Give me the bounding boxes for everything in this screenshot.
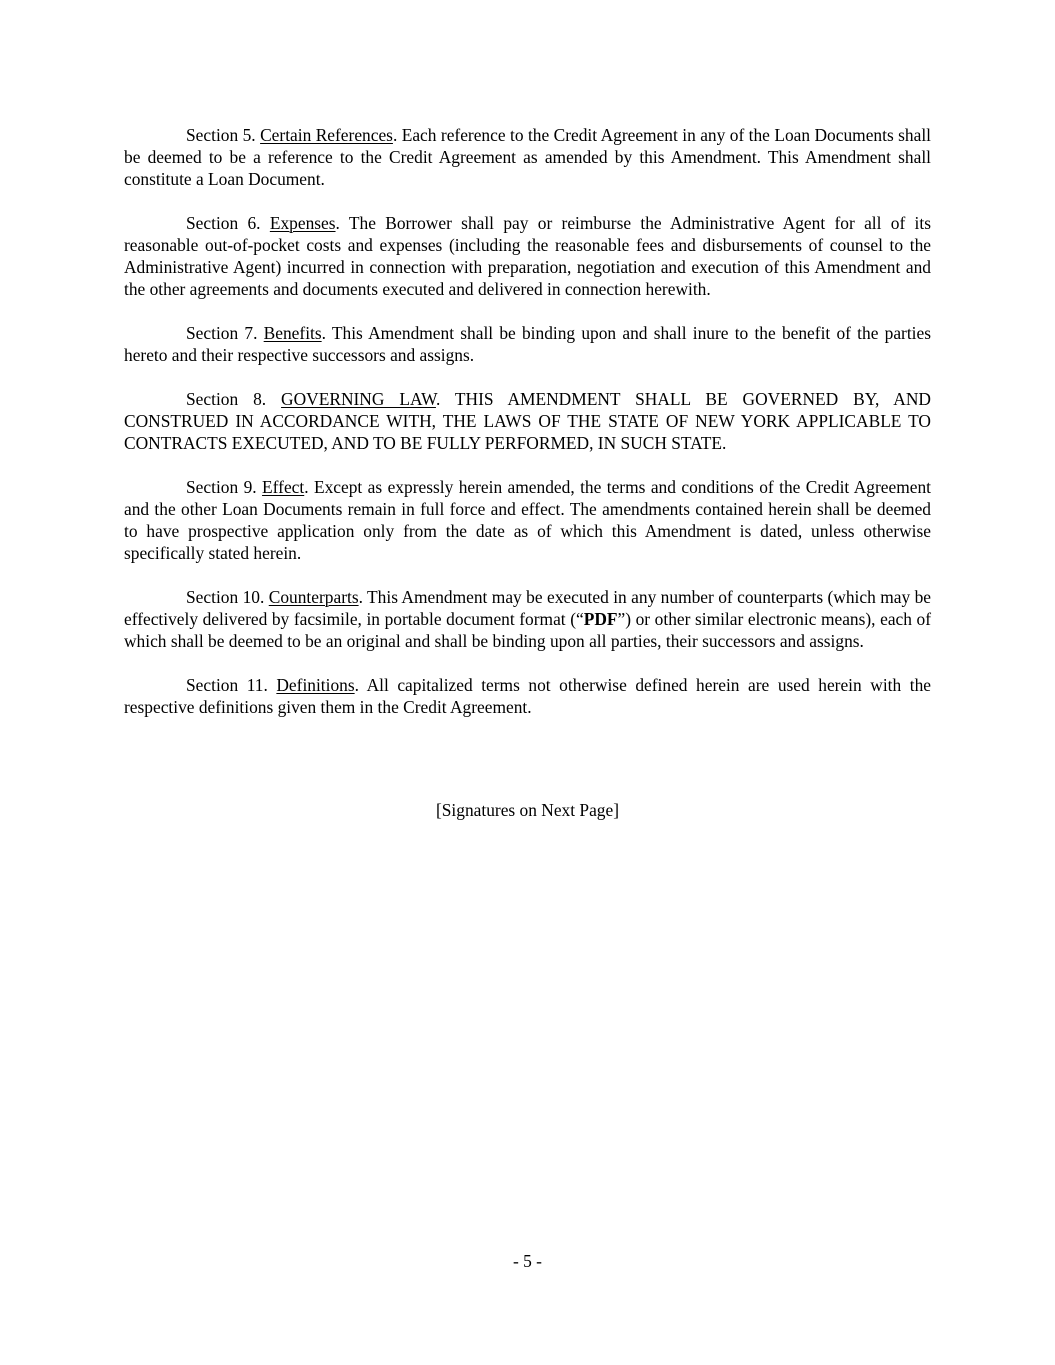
section-heading: GOVERNING LAW [281, 389, 436, 409]
section-text: . This Amendment shall be binding upon and shall inure to the benefit of the parties hereto and their respective successors and assigns. [124, 323, 931, 365]
section-7-paragraph [124, 322, 931, 366]
section-number: Section 8. [186, 389, 267, 409]
section-text: . THIS AMENDMENT SHALL BE GOVERNED BY, AND CONSTRUED IN ACCORDANCE WITH, THE LAWS OF THE STATE OF NEW YORK APPLICABLE TO CONTRACTS EXECUTED, AND TO BE FULLY PERFORMED, IN SUCH STATE. [124, 389, 931, 453]
section-heading: Definitions [276, 675, 355, 695]
document-body [124, 124, 931, 740]
section-8-paragraph [124, 388, 931, 454]
section-heading: Counterparts [268, 587, 359, 607]
section-11-paragraph [124, 674, 931, 718]
section-text: . All capitalized terms not otherwise defined herein are used herein with the respective definitions given them in the Credit Agreement. [124, 675, 931, 717]
section-number: Section 7. [186, 323, 258, 343]
section-text-continued: ”) or other similar electronic means), each of which shall be deemed to be an original and shall be binding upon all parties, their successors and assigns. [124, 609, 932, 651]
page-number: - 5 - [513, 1251, 542, 1271]
section-number: Section 5. [186, 125, 256, 145]
section-number: Section 9. [186, 477, 257, 497]
section-number: Section 6. [186, 213, 261, 233]
signatures-note: [Signatures on Next Page] [435, 800, 620, 820]
section-heading: Effect [262, 477, 305, 497]
section-text: . Except as expressly herein amended, the terms and conditions of the Credit Agreement and the other Loan Documents remain in full force and effect. The amendments contained herein shall be deemed to have prospective application only from the date as of which this Amendment is dated, unless otherwise specifically stated herein. [124, 477, 931, 563]
section-9-paragraph [124, 476, 931, 564]
section-text: . Each reference to the Credit Agreement in any of the Loan Documents shall be deemed to be a reference to the Credit Agreement as amended by this Amendment. This Amendment shall constitute a Loan Document. [124, 125, 931, 189]
section-6-paragraph [124, 212, 931, 300]
section-text: . The Borrower shall pay or reimburse the Administrative Agent for all of its reasonable out-of-pocket costs and expenses (including the reasonable fees and disbursements of counsel to the Administrative Agent) incurred in connection with preparation, negotiation and execution of this Amendment and the other agreements and documents executed and delivered in connection herewith. [124, 213, 931, 299]
section-number: Section 11. [186, 675, 268, 695]
section-text: . This Amendment may be executed in any number of counterparts (which may be effectively delivered by facsimile, in portable document format (“ [124, 587, 931, 629]
section-heading: Expenses [269, 213, 336, 233]
section-heading: Certain References [260, 125, 393, 145]
section-5-paragraph [124, 124, 931, 190]
section-number: Section 10. [186, 587, 265, 607]
section-10-paragraph [124, 586, 931, 652]
defined-term-bold: PDF [583, 609, 618, 629]
section-heading: Benefits [263, 323, 322, 343]
